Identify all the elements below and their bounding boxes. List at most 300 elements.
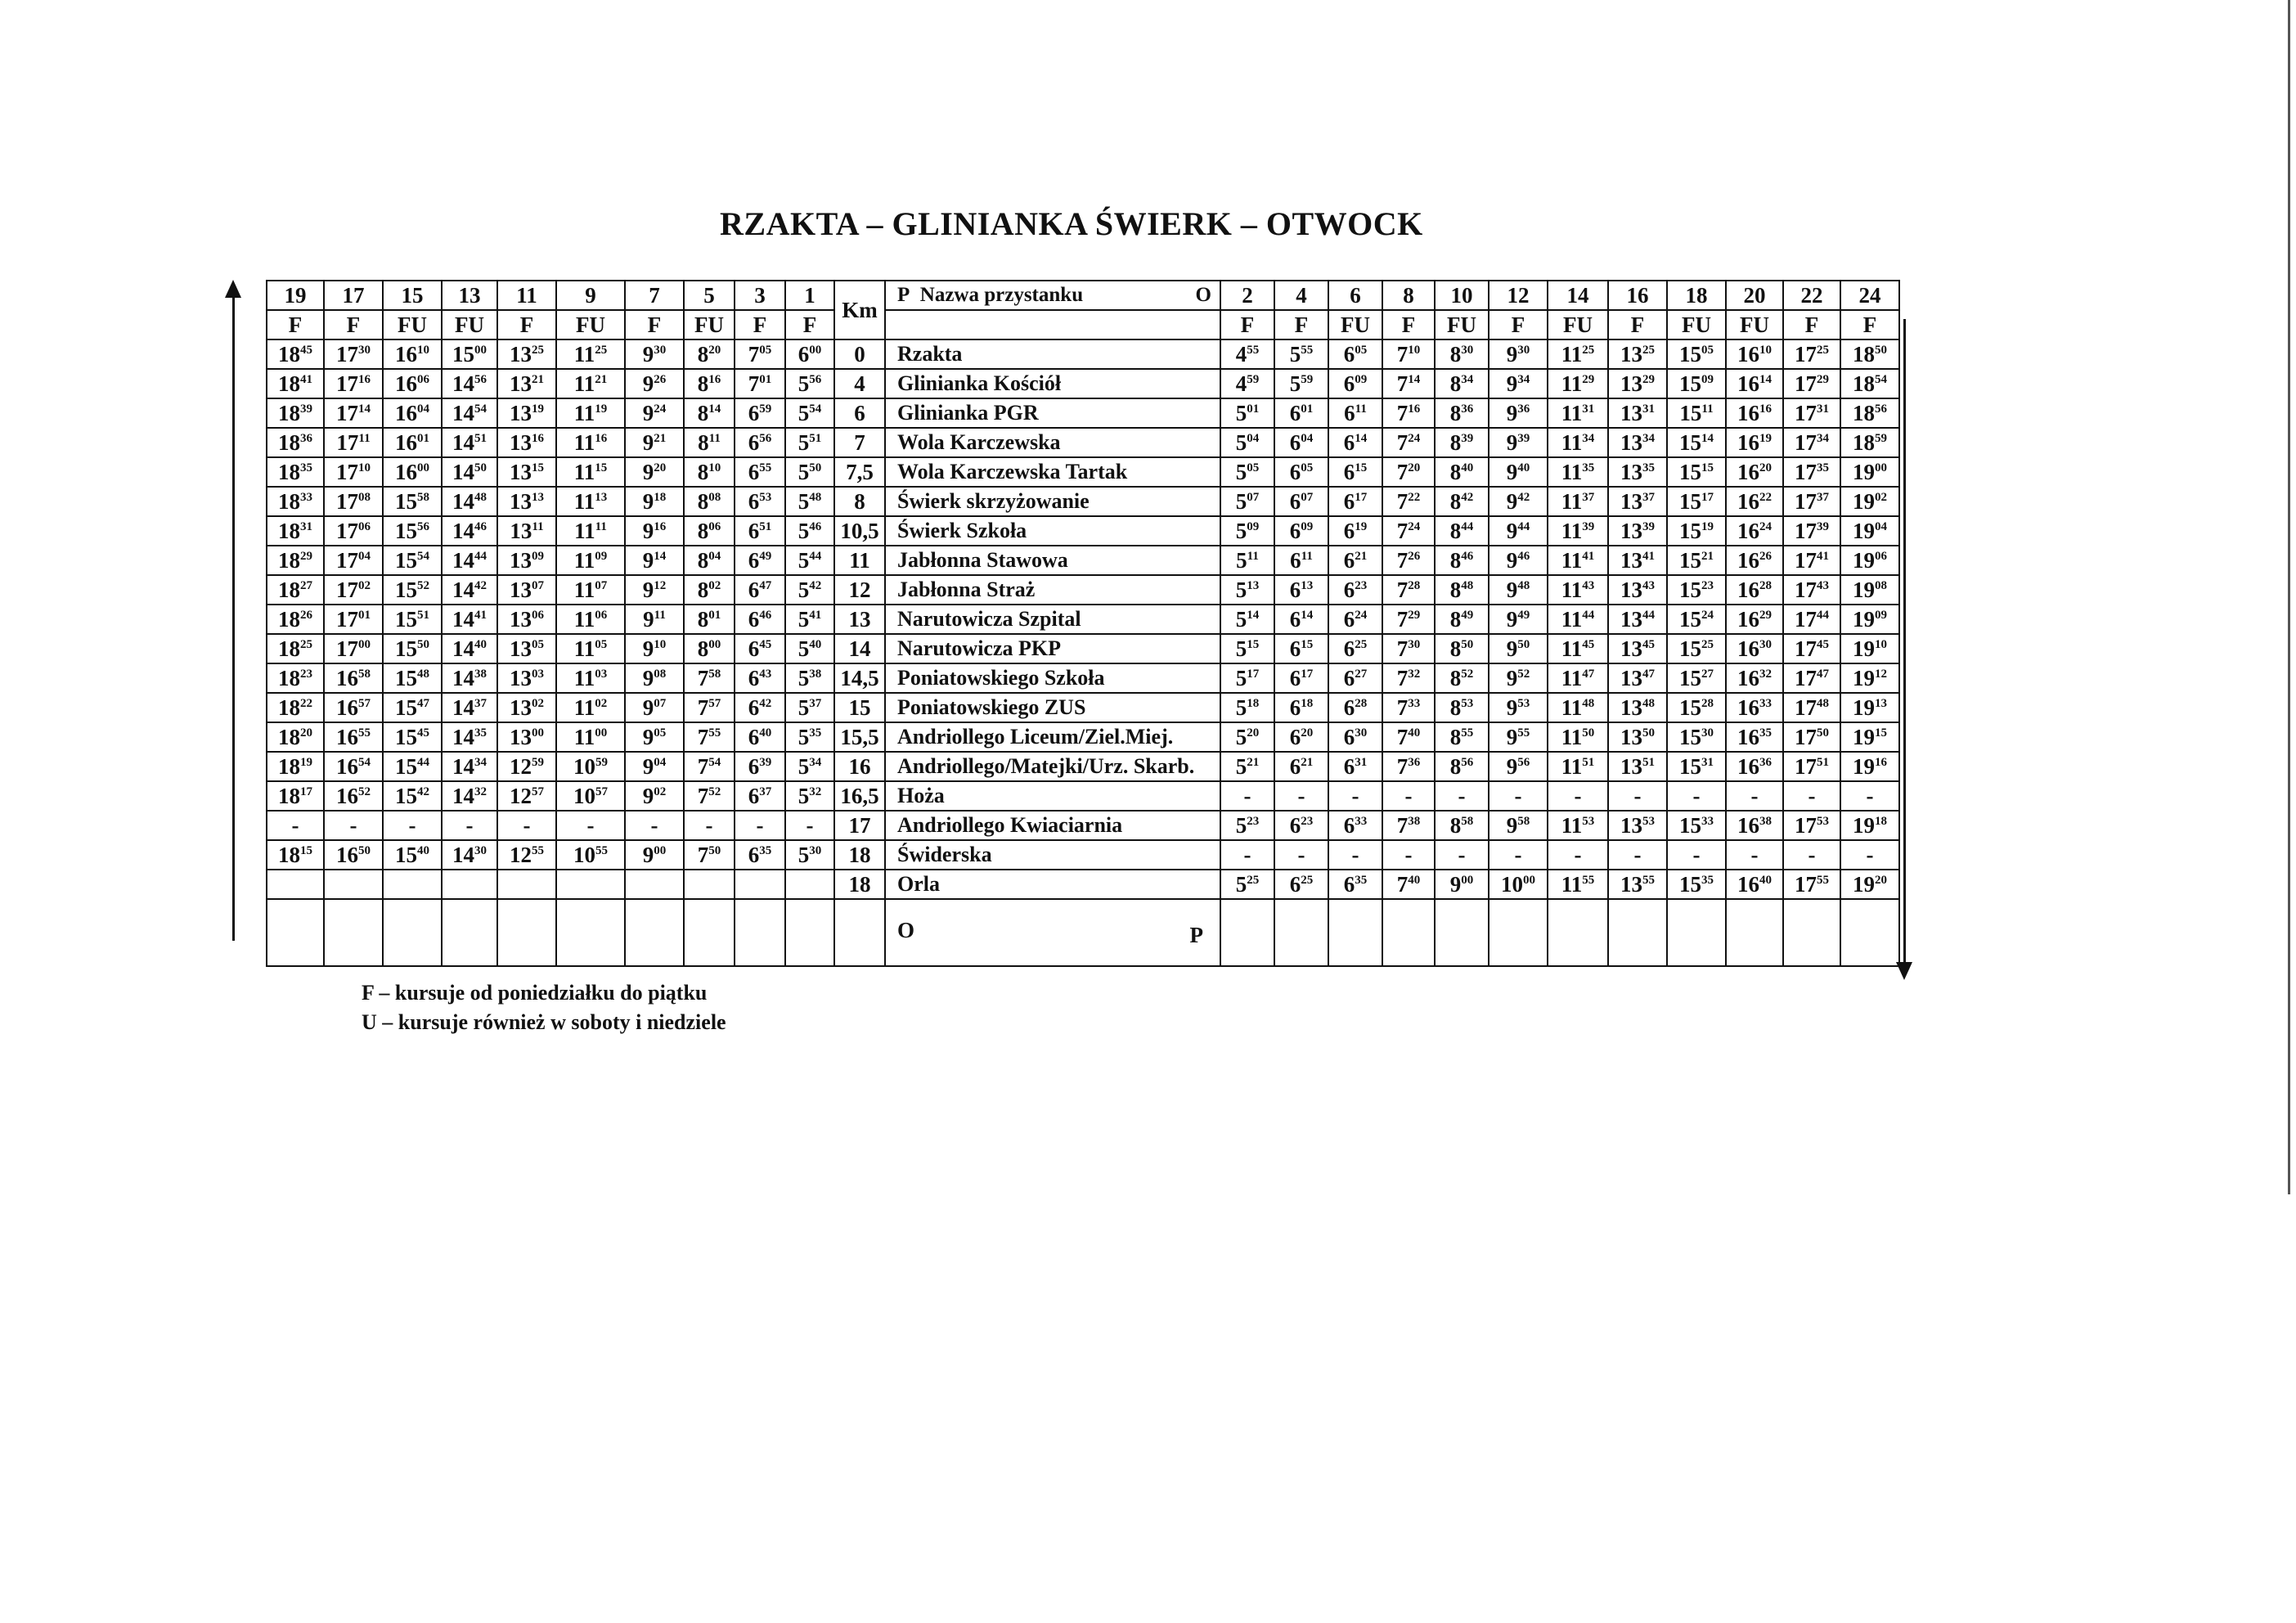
departure-time: $15^{44}$ <box>383 752 442 781</box>
minute-superscript: 12 <box>1875 668 1887 681</box>
departure-time: $11^{03}$ <box>556 663 625 693</box>
departure-time: - <box>497 811 556 840</box>
departure-time: $14^{50}$ <box>442 457 497 487</box>
minute-superscript: 29 <box>1642 373 1655 386</box>
minute-superscript: 02 <box>595 697 608 710</box>
minute-superscript: 56 <box>809 373 822 386</box>
minute-superscript: 09 <box>1355 373 1368 386</box>
departure-time: $13^{34}$ <box>1608 428 1667 457</box>
departure-time: $8^{58}$ <box>1435 811 1489 840</box>
minute-superscript: 30 <box>1408 638 1421 651</box>
minute-superscript: 52 <box>1517 668 1530 681</box>
departure-time: $9^{07}$ <box>625 693 684 722</box>
departure-time: $15^{52}$ <box>383 575 442 605</box>
empty-cell <box>735 899 785 966</box>
minute-superscript: 04 <box>417 402 429 416</box>
minute-superscript: 24 <box>1701 609 1714 622</box>
departure-time: $6^{14}$ <box>1274 605 1328 634</box>
departure-time: $9^{05}$ <box>625 722 684 752</box>
course-type: F <box>1840 310 1899 339</box>
departure-time: $11^{53}$ <box>1548 811 1608 840</box>
departure-time: $11^{41}$ <box>1548 546 1608 575</box>
departure-time: $17^{41}$ <box>1783 546 1840 575</box>
departure-time: $12^{55}$ <box>497 840 556 870</box>
departure-time: $14^{46}$ <box>442 516 497 546</box>
minute-superscript: 35 <box>1759 726 1772 740</box>
empty-cell <box>442 899 497 966</box>
departure-time: $6^{31}$ <box>1328 752 1382 781</box>
minute-superscript: 58 <box>1517 815 1530 828</box>
minute-superscript: 41 <box>1642 550 1655 563</box>
departure-time: $5^{17}$ <box>1220 663 1274 693</box>
minute-superscript: 25 <box>532 344 544 357</box>
departure-time: $15^{40}$ <box>383 840 442 870</box>
departure-time: $7^{29}$ <box>1382 605 1435 634</box>
minute-superscript: 35 <box>1355 874 1368 887</box>
minute-superscript: 48 <box>1461 579 1474 592</box>
stop-km: 16,5 <box>834 781 885 811</box>
departure-time: $17^{45}$ <box>1783 634 1840 663</box>
departure-time: $18^{23}$ <box>267 663 324 693</box>
course-number: 16 <box>1608 281 1667 310</box>
minute-superscript: 44 <box>1642 609 1655 622</box>
departure-time: $16^{26}$ <box>1726 546 1783 575</box>
departure-time: $17^{34}$ <box>1783 428 1840 457</box>
minute-superscript: 30 <box>358 344 371 357</box>
departure-time: $9^{21}$ <box>625 428 684 457</box>
departure-time: $5^{41}$ <box>785 605 834 634</box>
minute-superscript: 25 <box>1817 344 1829 357</box>
minute-superscript: 18 <box>1301 697 1314 710</box>
departure-time: $6^{55}$ <box>735 457 785 487</box>
minute-superscript: 11 <box>708 432 721 445</box>
departure-time: $15^{48}$ <box>383 663 442 693</box>
departure-time: $9^{20}$ <box>625 457 684 487</box>
departure-time: $14^{30}$ <box>442 840 497 870</box>
departure-time: $11^{09}$ <box>556 546 625 575</box>
departure-time: $6^{42}$ <box>735 693 785 722</box>
minute-superscript: 32 <box>474 785 487 798</box>
departure-time: $11^{07}$ <box>556 575 625 605</box>
minute-superscript: 19 <box>1759 432 1772 445</box>
minute-superscript: 35 <box>474 726 487 740</box>
departure-time: $13^{00}$ <box>497 722 556 752</box>
departure-time: $7^{30}$ <box>1382 634 1435 663</box>
departure-time: $17^{37}$ <box>1783 487 1840 516</box>
departure-time: $17^{53}$ <box>1783 811 1840 840</box>
departure-time: $8^{10}$ <box>684 457 735 487</box>
departure-time: $15^{58}$ <box>383 487 442 516</box>
departure-time: $7^{33}$ <box>1382 693 1435 722</box>
minute-superscript: 15 <box>1247 638 1260 651</box>
minute-superscript: 47 <box>417 697 429 710</box>
minute-superscript: 50 <box>708 844 721 857</box>
stop-km: 16 <box>834 752 885 781</box>
course-number-row <box>267 281 1899 310</box>
minute-superscript: 01 <box>358 609 371 622</box>
minute-superscript: 07 <box>532 579 544 592</box>
minute-superscript: 11 <box>1701 402 1714 416</box>
stop-km: 15,5 <box>834 722 885 752</box>
departure-time: $13^{11}$ <box>497 516 556 546</box>
departure-time: $18^{20}$ <box>267 722 324 752</box>
stop-row <box>267 369 1899 398</box>
minute-superscript: 02 <box>708 579 721 592</box>
stop-name: Świderska <box>885 840 1220 870</box>
minute-superscript: 13 <box>1301 579 1314 592</box>
minute-superscript: 47 <box>759 579 772 592</box>
departure-time: $6^{01}$ <box>1274 398 1328 428</box>
departure-time: $6^{25}$ <box>1328 634 1382 663</box>
course-type: FU <box>1726 310 1783 339</box>
departure-time: $14^{56}$ <box>442 369 497 398</box>
minute-superscript: 18 <box>1247 697 1260 710</box>
minute-superscript: 11 <box>1247 550 1259 563</box>
course-type: F <box>267 310 324 339</box>
departure-time: $15^{17}$ <box>1667 487 1726 516</box>
departure-time: $15^{51}$ <box>383 605 442 634</box>
departure-time: $11^{00}$ <box>556 722 625 752</box>
minute-superscript: 19 <box>1355 520 1368 533</box>
minute-superscript: 15 <box>1701 461 1714 474</box>
departure-time: $17^{01}$ <box>324 605 383 634</box>
stop-name: Poniatowskiego Szkoła <box>885 663 1220 693</box>
departure-time: $5^{14}$ <box>1220 605 1274 634</box>
minute-superscript: 49 <box>759 550 772 563</box>
departure-time: $13^{53}$ <box>1608 811 1667 840</box>
minute-superscript: 44 <box>1817 609 1829 622</box>
departure-time: $7^{38}$ <box>1382 811 1435 840</box>
departure-time: $7^{32}$ <box>1382 663 1435 693</box>
minute-superscript: 05 <box>1301 461 1314 474</box>
departure-time: $9^{00}$ <box>1435 870 1489 899</box>
stop-name: Świerk skrzyżowanie <box>885 487 1220 516</box>
departure-time: $9^{04}$ <box>625 752 684 781</box>
minute-superscript: 56 <box>1875 402 1887 416</box>
departure-time: $7^{24}$ <box>1382 516 1435 546</box>
minute-superscript: 38 <box>1759 815 1772 828</box>
departure-time: $5^{01}$ <box>1220 398 1274 428</box>
minute-superscript: 22 <box>1759 491 1772 504</box>
departure-time: $5^{38}$ <box>785 663 834 693</box>
departure-time: - <box>1489 781 1548 811</box>
minute-superscript: 44 <box>809 550 822 563</box>
departure-time: $18^{27}$ <box>267 575 324 605</box>
departure-time: - <box>1608 840 1667 870</box>
minute-superscript: 27 <box>1701 668 1714 681</box>
stop-name: Jabłonna Stawowa <box>885 546 1220 575</box>
minute-superscript: 55 <box>1817 874 1829 887</box>
minute-superscript: 14 <box>1408 373 1421 386</box>
departure-time: $17^{43}$ <box>1783 575 1840 605</box>
departure-time: - <box>1220 840 1274 870</box>
departure-time: - <box>1274 781 1328 811</box>
minute-superscript: 46 <box>759 609 772 622</box>
departure-time: $8^{00}$ <box>684 634 735 663</box>
minute-superscript: 30 <box>1461 344 1474 357</box>
departure-time: $17^{44}$ <box>1783 605 1840 634</box>
departure-time: $15^{21}$ <box>1667 546 1726 575</box>
departure-time: $11^{13}$ <box>556 487 625 516</box>
stop-row <box>267 487 1899 516</box>
minute-superscript: 10 <box>708 461 721 474</box>
course-type: F <box>324 310 383 339</box>
stop-row <box>267 339 1899 369</box>
minute-superscript: 57 <box>595 785 608 798</box>
minute-superscript: 55 <box>532 844 544 857</box>
departure-time: $15^{00}$ <box>442 339 497 369</box>
departure-time: $18^{22}$ <box>267 693 324 722</box>
departure-time: $19^{04}$ <box>1840 516 1899 546</box>
departure-time: $5^{46}$ <box>785 516 834 546</box>
departure-time: $19^{00}$ <box>1840 457 1899 487</box>
minute-superscript: 53 <box>1517 697 1530 710</box>
course-number: 19 <box>267 281 324 310</box>
departure-time: $16^{16}$ <box>1726 398 1783 428</box>
minute-superscript: 43 <box>759 668 772 681</box>
minute-superscript: 17 <box>1247 668 1260 681</box>
course-type: F <box>735 310 785 339</box>
minute-superscript: 46 <box>474 520 487 533</box>
minute-superscript: 37 <box>809 697 822 710</box>
departure-time: $6^{15}$ <box>1328 457 1382 487</box>
departure-time: $8^{06}$ <box>684 516 735 546</box>
departure-time: $5^{20}$ <box>1220 722 1274 752</box>
departure-time: $7^{24}$ <box>1382 428 1435 457</box>
minute-superscript: 38 <box>809 668 822 681</box>
departure-time: $5^{50}$ <box>785 457 834 487</box>
departure-time: $8^{42}$ <box>1435 487 1489 516</box>
minute-superscript: 43 <box>1817 579 1829 592</box>
departure-time: $13^{16}$ <box>497 428 556 457</box>
minute-superscript: 14 <box>1301 609 1314 622</box>
departure-time: $9^{48}$ <box>1489 575 1548 605</box>
course-number: 3 <box>735 281 785 310</box>
departure-time: $7^{55}$ <box>684 722 735 752</box>
departure-time: $5^{44}$ <box>785 546 834 575</box>
minute-superscript: 00 <box>1523 874 1535 887</box>
departure-time: $16^{33}$ <box>1726 693 1783 722</box>
minute-superscript: 50 <box>1517 638 1530 651</box>
minute-superscript: 03 <box>595 668 608 681</box>
stop-name: Narutowicza Szpital <box>885 605 1220 634</box>
minute-superscript: 23 <box>1247 815 1260 828</box>
departure-time: $5^{25}$ <box>1220 870 1274 899</box>
departure-time: $19^{06}$ <box>1840 546 1899 575</box>
empty-cell <box>785 899 834 966</box>
minute-superscript: 48 <box>474 491 487 504</box>
departure-time: $10^{59}$ <box>556 752 625 781</box>
departure-time: $16^{38}$ <box>1726 811 1783 840</box>
departure-time: $16^{58}$ <box>324 663 383 693</box>
minute-superscript: 15 <box>532 461 544 474</box>
stop-row <box>267 663 1899 693</box>
departure-time: $8^{04}$ <box>684 546 735 575</box>
departure-time: $13^{51}$ <box>1608 752 1667 781</box>
departure-time: - <box>1435 840 1489 870</box>
minute-superscript: 25 <box>1247 874 1260 887</box>
departure-time: $6^{30}$ <box>1328 722 1382 752</box>
departure-time: $18^{56}$ <box>1840 398 1899 428</box>
minute-superscript: 14 <box>654 550 667 563</box>
departure-time: $9^{16}$ <box>625 516 684 546</box>
course-type: F <box>785 310 834 339</box>
stop-km: 0 <box>834 339 885 369</box>
departure-time: $16^{01}$ <box>383 428 442 457</box>
departure-time: $4^{59}$ <box>1220 369 1274 398</box>
timetable-frame <box>266 280 1900 967</box>
minute-superscript: 35 <box>1582 461 1595 474</box>
legend <box>362 978 726 1037</box>
departure-time: $9^{02}$ <box>625 781 684 811</box>
minute-superscript: 20 <box>708 344 721 357</box>
departure-time <box>785 870 834 899</box>
minute-superscript: 50 <box>1875 344 1887 357</box>
departure-time: $13^{45}$ <box>1608 634 1667 663</box>
departure-time: $6^{24}$ <box>1328 605 1382 634</box>
departure-time: $5^{34}$ <box>785 752 834 781</box>
minute-superscript: 59 <box>1301 373 1314 386</box>
departure-time: $4^{55}$ <box>1220 339 1274 369</box>
minute-superscript: 56 <box>1517 756 1530 769</box>
course-number: 9 <box>556 281 625 310</box>
minute-superscript: 00 <box>474 344 487 357</box>
stop-row <box>267 516 1899 546</box>
stop-footer-right: P <box>1189 923 1203 947</box>
course-type: FU <box>442 310 497 339</box>
minute-superscript: 10 <box>417 344 429 357</box>
departure-time: $11^{16}$ <box>556 428 625 457</box>
minute-superscript: 22 <box>1408 491 1421 504</box>
departure-time: $17^{50}$ <box>1783 722 1840 752</box>
minute-superscript: 35 <box>1701 874 1714 887</box>
minute-superscript: 36 <box>1759 756 1772 769</box>
minute-superscript: 36 <box>1408 756 1421 769</box>
minute-superscript: 28 <box>1701 697 1714 710</box>
minute-superscript: 39 <box>1582 520 1595 533</box>
departure-time: $9^{12}$ <box>625 575 684 605</box>
minute-superscript: 15 <box>300 844 312 857</box>
minute-superscript: 35 <box>759 844 772 857</box>
course-number: 2 <box>1220 281 1274 310</box>
minute-superscript: 02 <box>1875 491 1887 504</box>
departure-time: $8^{55}$ <box>1435 722 1489 752</box>
stop-header-right: O <box>1195 284 1211 306</box>
minute-superscript: 45 <box>1817 638 1829 651</box>
departure-time: $13^{06}$ <box>497 605 556 634</box>
minute-superscript: 06 <box>532 609 544 622</box>
departure-time: $15^{24}$ <box>1667 605 1726 634</box>
minute-superscript: 46 <box>1517 550 1530 563</box>
minute-superscript: 10 <box>654 638 667 651</box>
minute-superscript: 37 <box>1817 491 1829 504</box>
minute-superscript: 50 <box>809 461 822 474</box>
departure-time: $5^{59}$ <box>1274 369 1328 398</box>
departure-time: $11^{11}$ <box>556 516 625 546</box>
departure-time: $9^{49}$ <box>1489 605 1548 634</box>
departure-time: $9^{46}$ <box>1489 546 1548 575</box>
minute-superscript: 01 <box>759 373 772 386</box>
departure-time: $16^{36}$ <box>1726 752 1783 781</box>
empty-cell <box>625 899 684 966</box>
departure-time: $13^{41}$ <box>1608 546 1667 575</box>
minute-superscript: 40 <box>417 844 429 857</box>
departure-time: $13^{02}$ <box>497 693 556 722</box>
minute-superscript: 30 <box>1517 344 1530 357</box>
departure-time: $15^{14}$ <box>1667 428 1726 457</box>
minute-superscript: 40 <box>759 726 772 740</box>
minute-superscript: 23 <box>1701 579 1714 592</box>
minute-superscript: 25 <box>1642 344 1655 357</box>
departure-time: $9^{24}$ <box>625 398 684 428</box>
stop-row <box>267 752 1899 781</box>
departure-time <box>556 870 625 899</box>
departure-time: - <box>556 811 625 840</box>
course-type: FU <box>1548 310 1608 339</box>
minute-superscript: 37 <box>1642 491 1655 504</box>
minute-superscript: 32 <box>809 785 822 798</box>
minute-superscript: 33 <box>1355 815 1368 828</box>
departure-time: $9^{11}$ <box>625 605 684 634</box>
departure-time: $9^{14}$ <box>625 546 684 575</box>
departure-time: - <box>1783 781 1840 811</box>
course-type: FU <box>383 310 442 339</box>
departure-time: $16^{14}$ <box>1726 369 1783 398</box>
empty-cell <box>1435 899 1489 966</box>
departure-time: $8^{48}$ <box>1435 575 1489 605</box>
departure-time: $7^{05}$ <box>735 339 785 369</box>
course-type: FU <box>1328 310 1382 339</box>
minute-superscript: 54 <box>417 550 429 563</box>
minute-superscript: 16 <box>595 432 608 445</box>
departure-time: - <box>1489 840 1548 870</box>
stop-row <box>267 457 1899 487</box>
departure-time: $9^{42}$ <box>1489 487 1548 516</box>
empty-cell <box>1328 899 1382 966</box>
departure-time: $19^{02}$ <box>1840 487 1899 516</box>
minute-superscript: 50 <box>1582 726 1595 740</box>
departure-time: - <box>1840 840 1899 870</box>
minute-superscript: 41 <box>1817 550 1829 563</box>
departure-time: $17^{00}$ <box>324 634 383 663</box>
departure-time: $11^{02}$ <box>556 693 625 722</box>
departure-time: $17^{31}$ <box>1783 398 1840 428</box>
minute-superscript: 05 <box>654 726 667 740</box>
departure-time: - <box>1382 781 1435 811</box>
course-number: 12 <box>1489 281 1548 310</box>
minute-superscript: 27 <box>1355 668 1368 681</box>
minute-superscript: 40 <box>1759 874 1772 887</box>
minute-superscript: 30 <box>654 344 667 357</box>
minute-superscript: 40 <box>474 638 487 651</box>
departure-time: $10^{55}$ <box>556 840 625 870</box>
minute-superscript: 24 <box>1355 609 1368 622</box>
departure-time: $6^{18}$ <box>1274 693 1328 722</box>
minute-superscript: 46 <box>1461 550 1474 563</box>
minute-superscript: 58 <box>708 668 721 681</box>
stop-name: Hoża <box>885 781 1220 811</box>
departure-time: $5^{54}$ <box>785 398 834 428</box>
departure-time: $13^{35}$ <box>1608 457 1667 487</box>
course-type: FU <box>1435 310 1489 339</box>
departure-time: $17^{08}$ <box>324 487 383 516</box>
departure-time: $9^{30}$ <box>1489 339 1548 369</box>
stop-name: Andriollego Kwiaciarnia <box>885 811 1220 840</box>
minute-superscript: 25 <box>1582 344 1595 357</box>
arrow-up-icon <box>232 286 235 941</box>
departure-time: $6^{09}$ <box>1328 369 1382 398</box>
minute-superscript: 16 <box>654 520 667 533</box>
